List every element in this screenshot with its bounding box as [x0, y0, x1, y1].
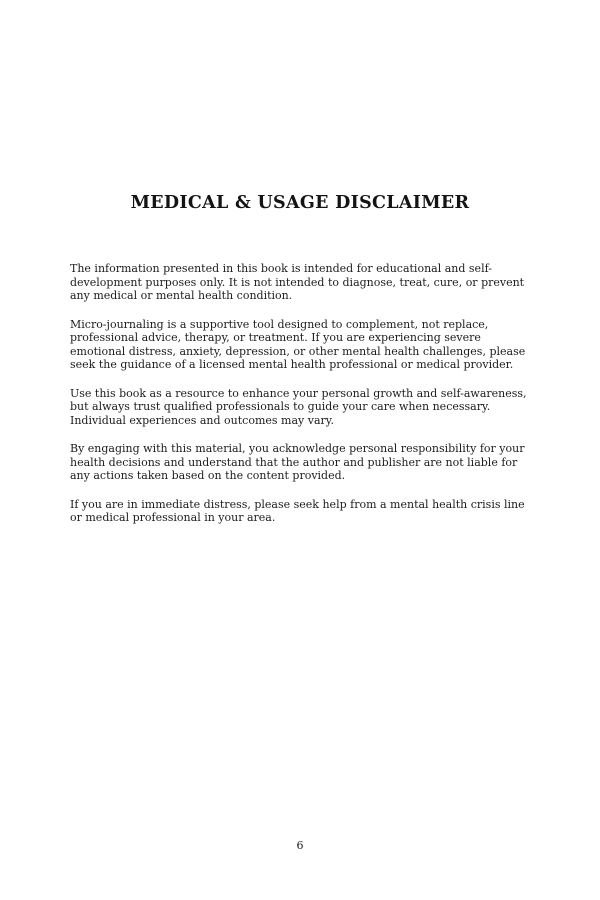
paragraph-purpose: The information presented in this book is intended for educational and self-development purposes only. It is not intended to diagnose, treat, cure, or prevent any medical or mental health condition.	[70, 262, 525, 302]
paragraph-resource: Use this book as a resource to enhance your personal growth and self-awareness, but always trust qualified professionals to guide your care when necessary. Individual experiences and outcomes may vary.	[70, 386, 527, 427]
disclaimer-body	[70, 262, 538, 540]
page-number: 6	[296, 839, 304, 852]
paragraph-responsibility: By engaging with this material, you acknowledge personal responsibility for your health decisions and understand that the author and publisher are not liable for any actions taken based on the content provided.	[70, 442, 525, 482]
paragraph-micro-journaling: Micro-journaling is a supportive tool designed to complement, not replace, professional advice, therapy, or treatment. If you are experiencing severe emotional distress, anxiety, depression, or other mental health challenges, please seek the guidance of a licensed mental health professional or medical provider.	[70, 317, 526, 371]
paragraph-distress: If you are in immediate distress, please seek help from a mental health crisis line or medical professional in your area.	[70, 497, 525, 524]
page-title: MEDICAL & USAGE DISCLAIMER	[130, 193, 470, 213]
